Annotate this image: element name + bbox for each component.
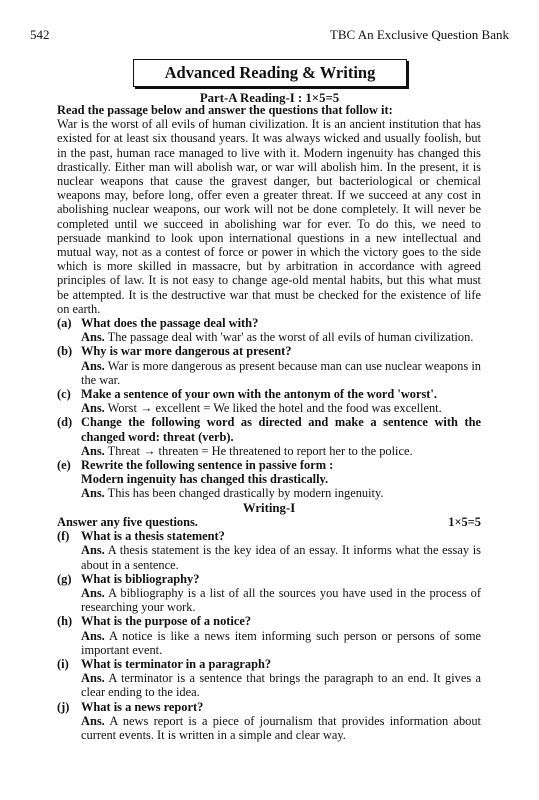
writing-heading: Writing-I — [242, 500, 296, 515]
answer-label: Ans. — [81, 330, 105, 345]
question-item — [57, 316, 481, 344]
question-number: (j) — [57, 699, 70, 714]
answer-label: Ans. — [81, 486, 105, 501]
main-content — [57, 103, 481, 742]
answer-text — [81, 714, 481, 742]
question-number: (i) — [57, 656, 69, 671]
answer-label: Ans. — [81, 543, 105, 558]
question-number: (c) — [57, 387, 71, 402]
answer-body: This has been changed drastically by modern ingenuity. — [107, 486, 384, 501]
question-number: (b) — [57, 344, 73, 359]
answer-body: War is more dangerous as present because man can use nuclear weapons in the war. — [81, 358, 481, 387]
answer-label: Ans. — [81, 401, 105, 416]
answer-text — [81, 543, 481, 571]
question-item — [57, 415, 481, 458]
answer-label: Ans. — [81, 713, 105, 728]
answer-text — [81, 401, 481, 415]
answer-text — [81, 486, 481, 500]
answer-body: A thesis statement is the key idea of an essay. It informs what the essay is about in a sentence. — [81, 543, 481, 572]
answer-body: Threat → threaten = He threatened to report her to the police. — [107, 443, 413, 458]
question-text: What does the passage deal with? — [81, 316, 259, 331]
question-number: (a) — [57, 316, 72, 331]
question-number: (e) — [57, 458, 71, 473]
page-number: 542 — [30, 27, 50, 42]
question-text: What is terminator in a paragraph? — [81, 656, 272, 671]
question-item — [57, 700, 481, 743]
answer-body: Worst → excellent = We liked the hotel and the food was excellent. — [107, 401, 442, 416]
answer-body: A news report is a piece of journalism that provides information about current events. It is written in a simple and clear way. — [81, 713, 481, 742]
question-text: Make a sentence of your own with the antonym of the word 'worst'. — [81, 387, 437, 402]
answer-label: Ans. — [81, 443, 105, 458]
question-sentence: Modern ingenuity has changed this drastically. — [81, 472, 329, 487]
writing-instruction: Answer any five questions. — [57, 514, 198, 529]
answer-body: A terminator is a sentence that brings the paragraph to an end. It gives a clear ending to the idea. — [81, 671, 481, 700]
answer-body: A bibliography is a list of all the sources you have used in the process of researching your work. — [81, 585, 481, 615]
answer-text — [81, 671, 481, 699]
answer-text — [81, 586, 481, 614]
question-item — [57, 614, 481, 657]
answer-label: Ans. — [81, 585, 105, 600]
question-item — [57, 572, 481, 615]
writing-instruction-row — [57, 515, 481, 529]
question-item — [57, 657, 481, 700]
answer-text — [81, 444, 481, 458]
answer-body: A notice is like a news item informing such person or persons of some important event. — [81, 628, 481, 657]
question-number: (d) — [57, 415, 73, 430]
book-title: TBC An Exclusive Question Bank — [329, 27, 509, 42]
question-text: What is a news report? — [81, 699, 204, 714]
question-number: (g) — [57, 571, 72, 586]
question-item — [57, 344, 481, 387]
answer-label: Ans. — [81, 671, 105, 686]
answer-label: Ans. — [81, 628, 105, 643]
part-a-heading: Part-A Reading-I : 1×5=5 — [199, 91, 340, 105]
reading-passage: War is the worst of all evils of human civilization. It is an ancient institution that has existed for at least six thousand years. It was always wicked and usually foolish, but in the past, human race managed to live with it. Modern ingenuity has changed this drastically. Either man will abolish war, or war will abolish him. In the present, it is nuclear weapons that cause the gravest danger, but bacteriological or chemical weapons may, before long, offer even a greater threat. If we succeed at any cost in abolishing nuclear weapons, our work will not be done completely. It will never be completed until we succeed in abolishing war for ever. To do this, we need to persuade mankind to look upon international questions in a new intellectual and mutual way, not as a contest of force or power in which the victory goes to the side which is more skilled in massacre, but by arbitration in accordance with agreed principles of law. It is not easy to change age-old mental habits, but this what must be attempted. It is the destructive war that must be checked for the existence of life on earth. — [57, 117, 481, 316]
answer-label: Ans. — [81, 358, 105, 373]
answer-text — [81, 359, 481, 387]
question-text: Change the following word as directed and make a sentence with the changed word: threat (verb). — [81, 415, 481, 444]
reading-instruction: Read the passage below and answer the questions that follow it: — [57, 103, 393, 117]
question-item — [57, 529, 481, 572]
answer-text — [81, 330, 481, 344]
answer-body: The passage deal with 'war' as the worst of all evils of human civilization. — [107, 330, 474, 345]
chapter-title: Advanced Reading & Writing — [133, 59, 407, 87]
question-number: (f) — [57, 529, 70, 544]
writing-marks: 1×5=5 — [448, 514, 481, 529]
question-text: Rewrite the following sentence in passive form : — [81, 458, 334, 473]
question-text: Why is war more dangerous at present? — [81, 344, 292, 359]
question-item — [57, 387, 481, 415]
question-text: What is bibliography? — [81, 571, 200, 586]
question-text: What is a thesis statement? — [81, 529, 225, 544]
page-header — [30, 27, 509, 42]
question-item — [57, 458, 481, 501]
answer-text — [81, 629, 481, 657]
question-text: What is the purpose of a notice? — [81, 614, 252, 629]
question-number: (h) — [57, 614, 73, 629]
